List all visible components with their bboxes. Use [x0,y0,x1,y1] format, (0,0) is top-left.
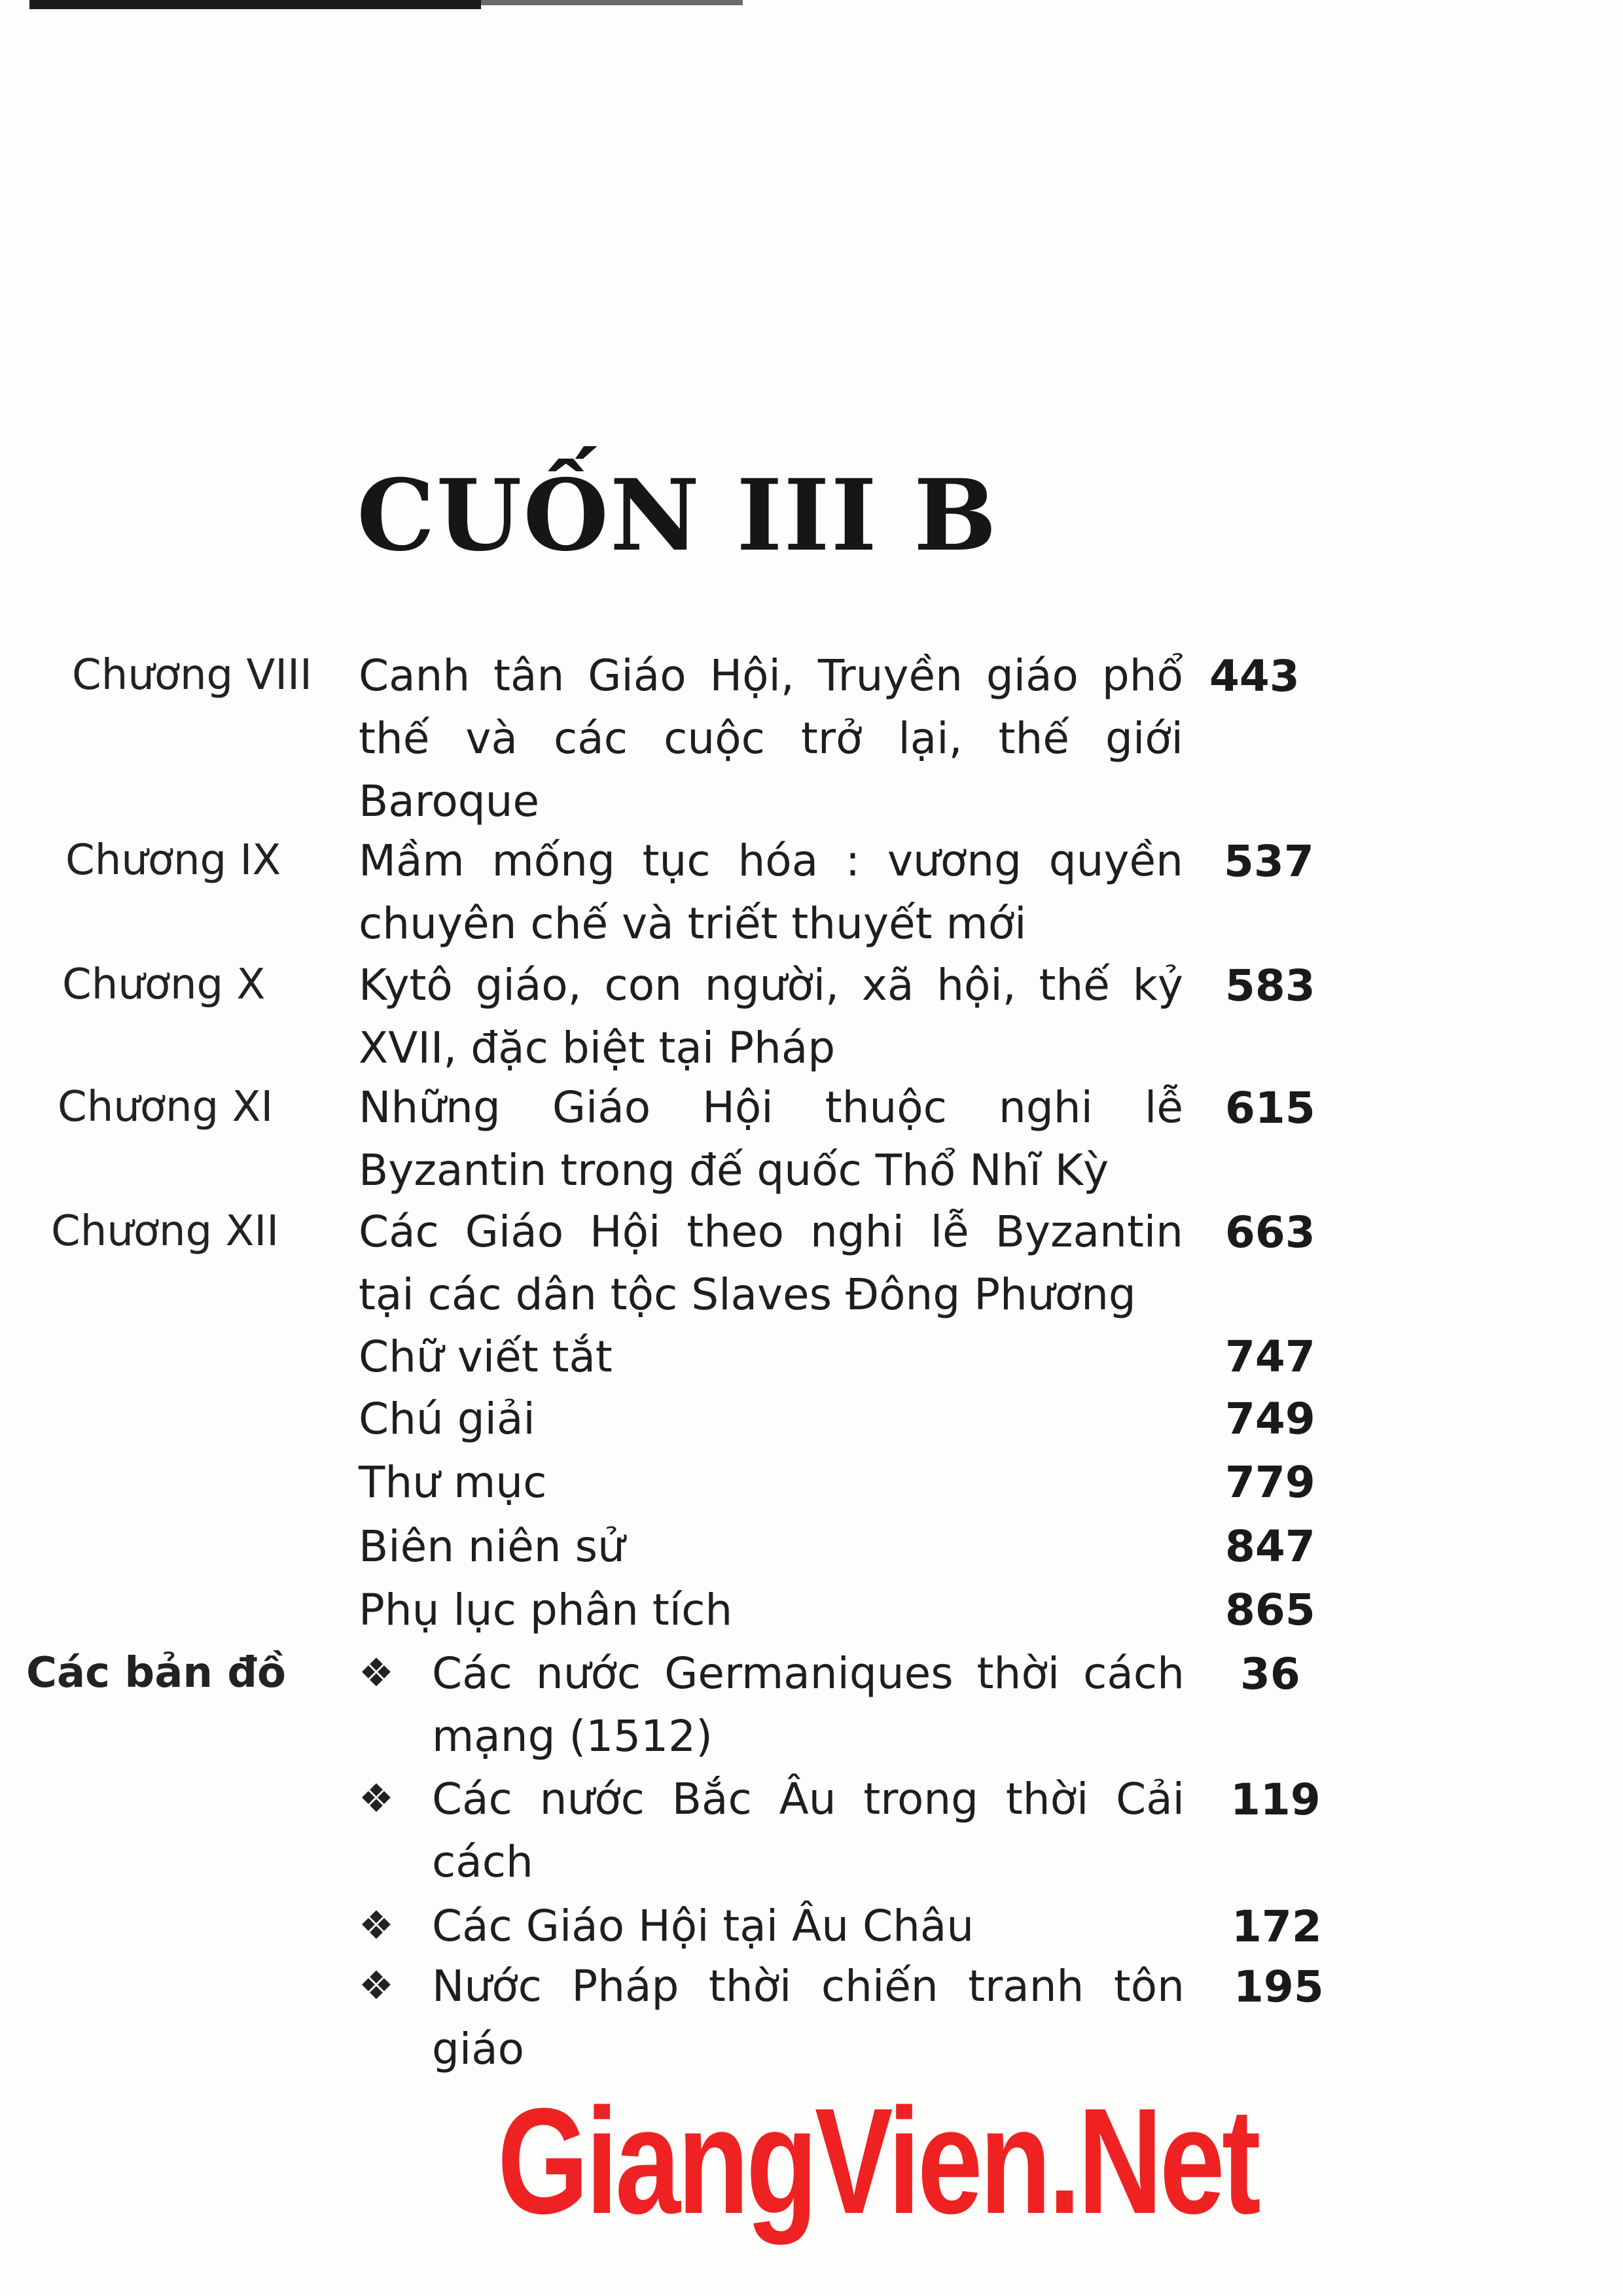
page-number: 779 [1225,1457,1315,1508]
chapter-title: Canh tân Giáo Hội, Truyền giáo phổ thế và các cuộc trở lại, thế giới Baroque [359,650,1183,826]
page-number: 583 [1225,961,1315,1011]
chapter-title: Mầm mống tục hóa : vương quyền chuyên chế và triết thuyết mới [359,836,1183,949]
diamond-bullet-icon: ❖ [359,1963,394,2009]
appendix-title: Chú giải [359,1394,535,1444]
page-number: 195 [1234,1962,1324,2012]
page-number: 663 [1225,1207,1315,1258]
chapter-label: Chương IX [65,836,281,885]
page-number: 847 [1225,1521,1315,1572]
page-number: 537 [1224,836,1314,887]
map-title: Các nước Germaniques thời cách mạng (1512) [432,1648,1185,1761]
page-number: 443 [1209,651,1300,701]
page-title: CUỐN III B [357,458,998,573]
map-title: Các Giáo Hội tại Âu Châu [432,1901,974,1951]
diamond-bullet-icon: ❖ [359,1650,394,1696]
appendix-title: Biên niên sử [359,1521,625,1572]
appendix-title: Thư mục [359,1457,547,1508]
page-number: 865 [1225,1585,1315,1635]
appendix-title: Chữ viết tắt [359,1332,613,1382]
map-title: Nước Pháp thời chiến tranh tôn giáo [432,1961,1185,2074]
page-number: 749 [1225,1394,1315,1444]
chapter-label: Chương XI [58,1083,274,1131]
chapter-title: Các Giáo Hội theo nghi lễ Byzantin tại các dân tộc Slaves Đông Phương [359,1207,1183,1320]
chapter-label: Chương VIII [72,651,312,699]
chapter-label: Chương XII [51,1207,279,1256]
watermark-logo: GiangVien.Net [497,2077,1258,2245]
diamond-bullet-icon: ❖ [359,1776,394,1822]
chapter-title: Những Giáo Hội thuộc nghi lễ Byzantin trong đế quốc Thổ Nhĩ Kỳ [359,1082,1183,1195]
page-number: 119 [1230,1775,1321,1825]
map-title: Các nước Bắc Âu trong thời Cải cách [432,1774,1185,1887]
diamond-bullet-icon: ❖ [359,1903,394,1949]
appendix-title: Phụ lục phân tích [359,1585,733,1635]
chapter-title: Kytô giáo, con người, xã hội, thế kỷ XVII, đặc biệt tại Pháp [359,960,1183,1073]
scan-edge-light [481,0,743,5]
maps-label: Các bản đồ [26,1649,286,1697]
page-number: 747 [1225,1332,1315,1382]
chapter-label: Chương X [62,961,266,1009]
scan-edge-dark [29,0,481,9]
page-number: 36 [1240,1649,1300,1699]
page-number: 615 [1225,1083,1315,1133]
page-number: 172 [1232,1901,1322,1952]
